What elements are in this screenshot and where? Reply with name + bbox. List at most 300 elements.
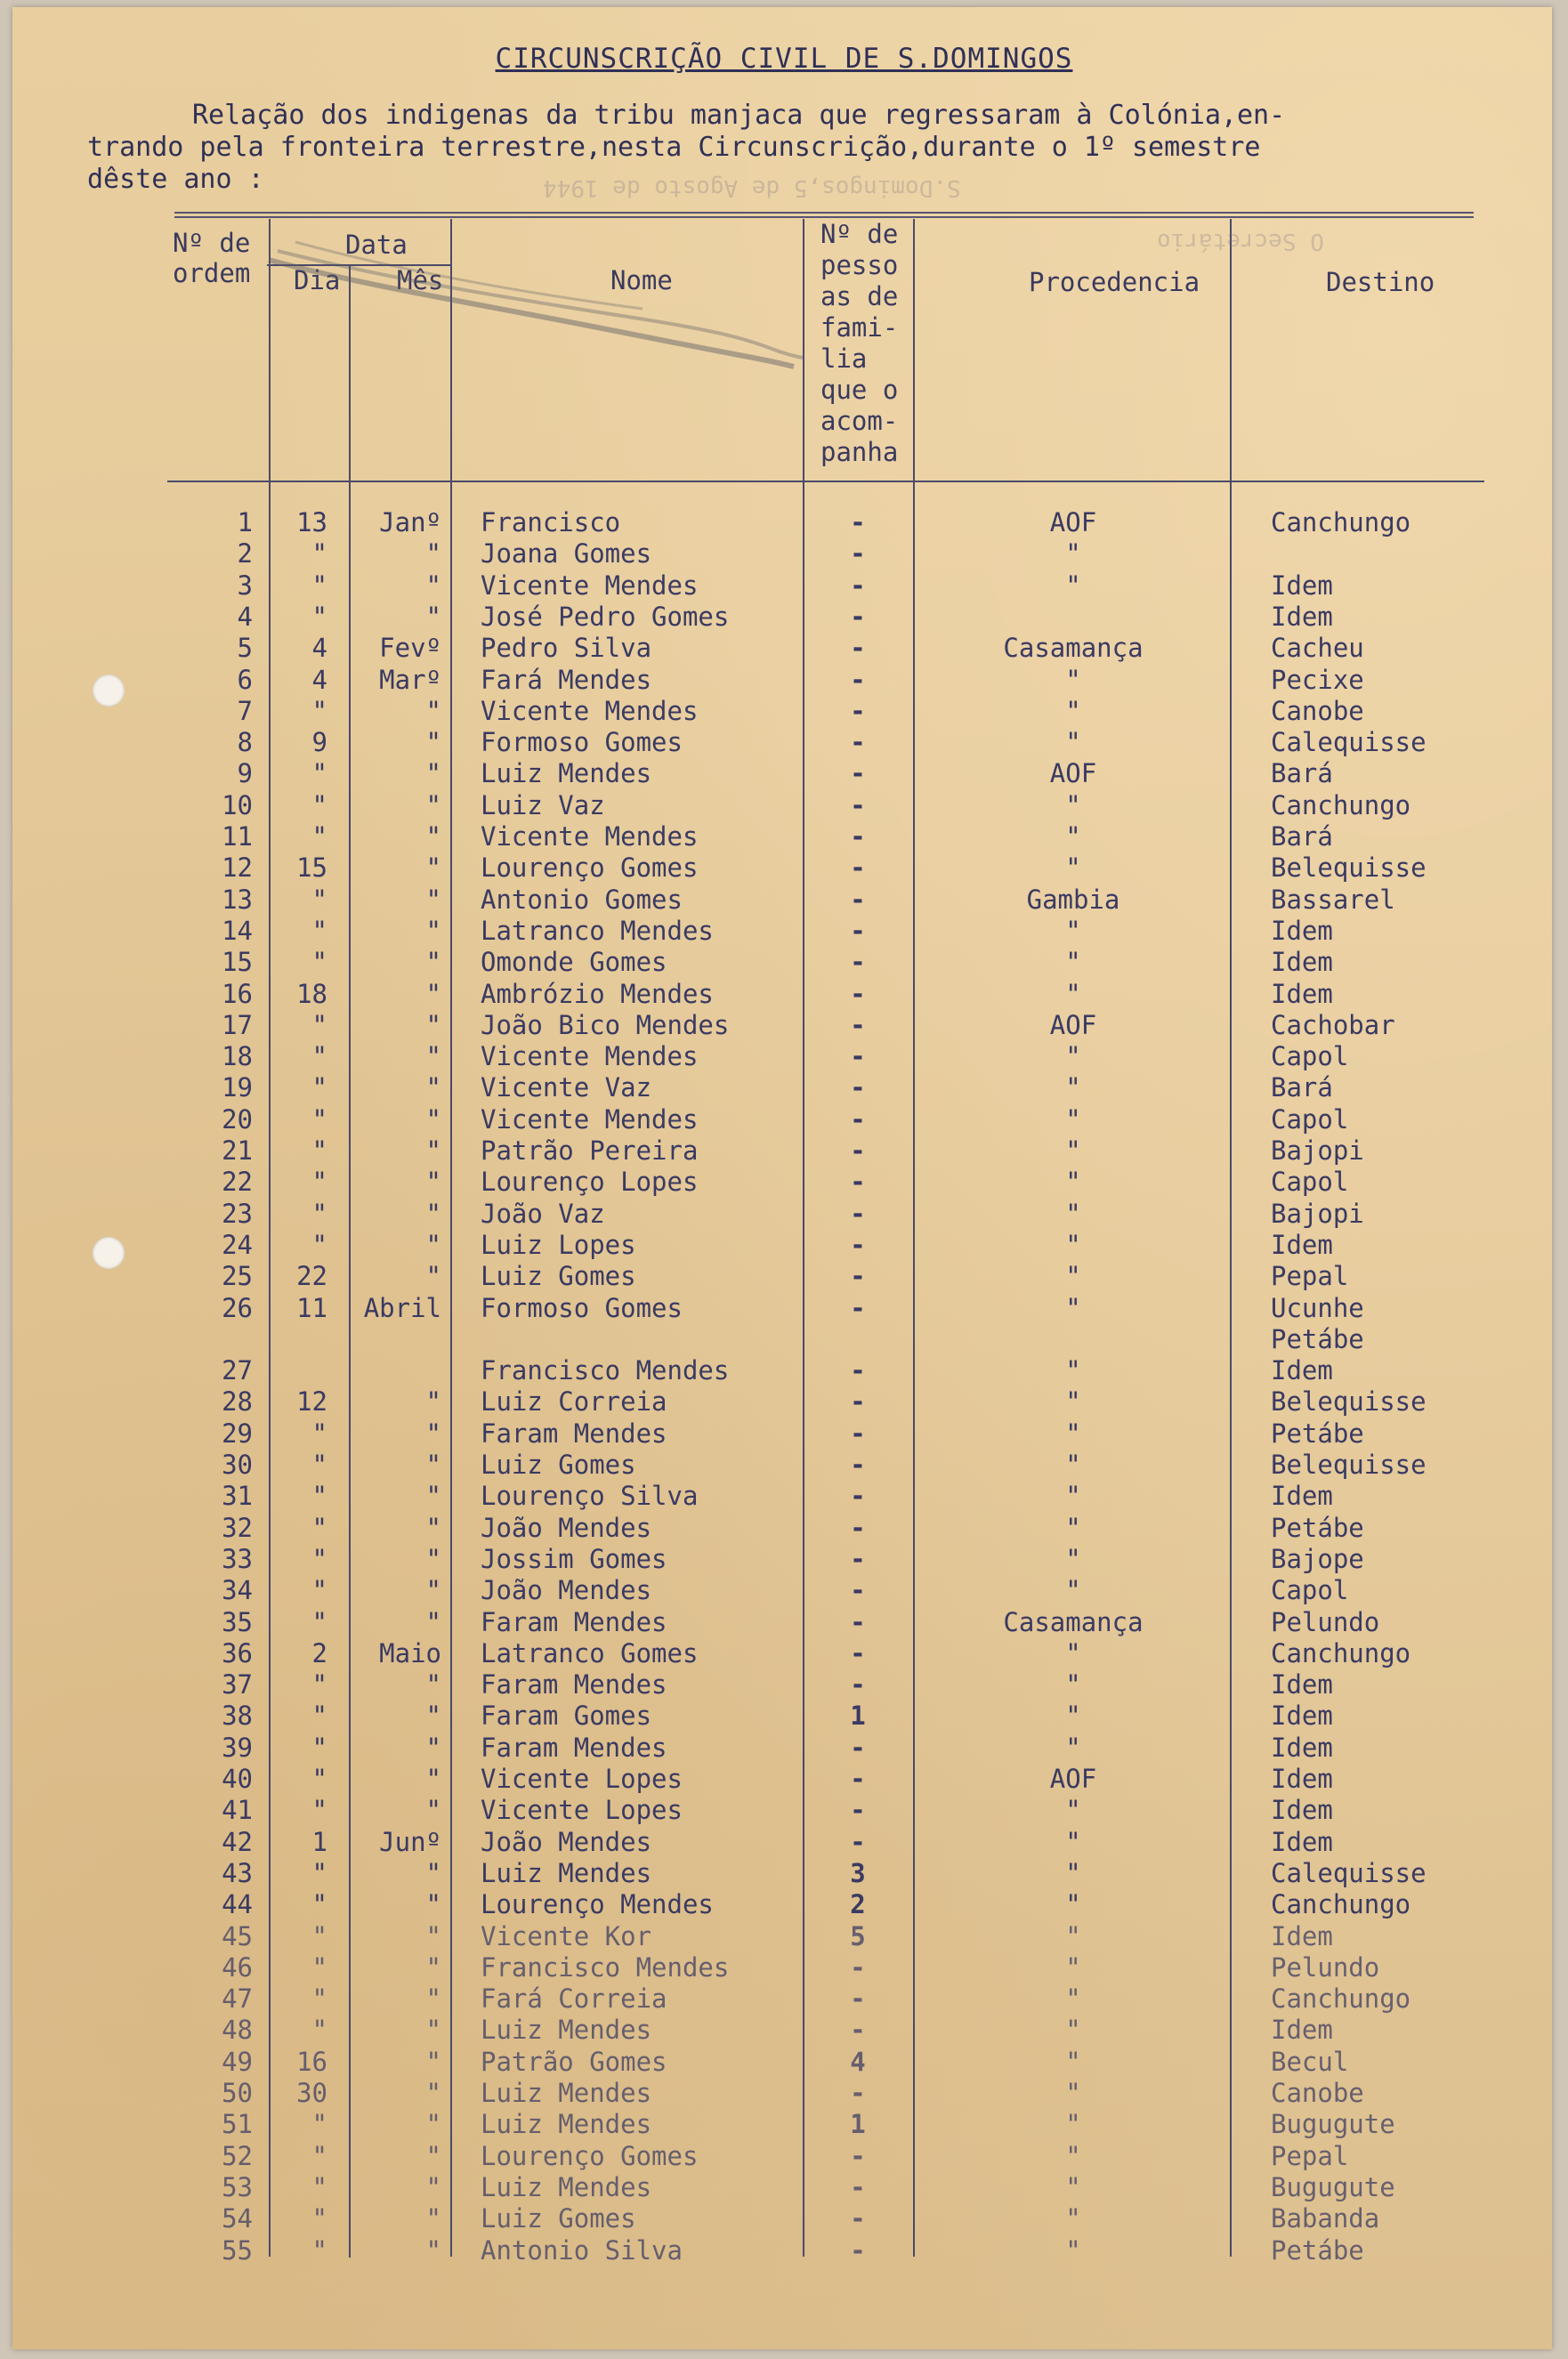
cell-ordem: 45: [222, 1920, 253, 1951]
cell-pessoas: -: [850, 1764, 866, 1794]
cell-procedencia: ": [1065, 1135, 1081, 1166]
cell-ordem: 42: [222, 1826, 253, 1857]
cell-ordem: 6: [237, 664, 253, 695]
cell-dia: ": [311, 2203, 327, 2234]
cell-destino: Cacheu: [1271, 633, 1364, 664]
cell-dia: 1: [311, 1826, 327, 1857]
cell-destino: Canobe: [1271, 695, 1364, 726]
cell-procedencia: AOF: [1049, 1764, 1097, 1794]
cell-mes: ": [425, 978, 441, 1009]
cell-pessoas: -: [850, 1606, 866, 1637]
cell-nome: Vicente Lopes: [481, 1764, 683, 1794]
cell-procedencia: ": [1065, 1450, 1081, 1480]
cell-procedencia: ": [1065, 727, 1081, 758]
cell-mes: ": [425, 947, 441, 978]
cell-pessoas: -: [850, 1732, 866, 1763]
cell-procedencia: Casamança: [1003, 1606, 1144, 1637]
cell-destino: Bajope: [1271, 1543, 1364, 1574]
cell-dia: ": [311, 1764, 327, 1794]
cell-nome: Patrão Pereira: [481, 1135, 699, 1166]
cell-nome: Lourenço Mendes: [481, 1889, 714, 1920]
cell-destino: Bará: [1271, 821, 1333, 852]
bleed-through-mark: S.Domingos,5 de Agosto de 1944: [543, 174, 961, 201]
cell-pessoas: -: [850, 1386, 866, 1418]
cell-pessoas: -: [850, 507, 866, 537]
cell-mes: ": [425, 1009, 441, 1040]
cell-pessoas: -: [850, 2203, 866, 2234]
cell-pessoas: -: [850, 664, 866, 695]
cell-procedencia: ": [1065, 1543, 1081, 1574]
cell-pessoas: -: [850, 1418, 866, 1449]
cell-destino: Calequisse: [1271, 727, 1427, 758]
cell-ordem: 44: [222, 1889, 253, 1920]
cell-ordem: 47: [222, 1983, 253, 2015]
cell-destino: Bará: [1271, 1072, 1333, 1103]
cell-mes: ": [425, 1606, 441, 1637]
cell-dia: ": [311, 821, 327, 852]
cell-ordem: 51: [222, 2109, 253, 2140]
cell-dia: 4: [311, 664, 327, 695]
cell-nome: João Mendes: [481, 1826, 652, 1857]
cell-ordem: 19: [222, 1072, 253, 1103]
cell-procedencia: ": [1065, 1795, 1081, 1826]
cell-pessoas: -: [850, 1481, 866, 1512]
cell-mes: ": [425, 2171, 441, 2202]
cell-destino: Belequisse: [1271, 852, 1427, 884]
cell-ordem: 43: [222, 1857, 253, 1888]
cell-nome: João Bico Mendes: [481, 1009, 730, 1040]
cell-nome: Luiz Mendes: [481, 758, 652, 789]
cell-destino: Idem: [1271, 570, 1333, 601]
header-num-ordem: [173, 228, 250, 288]
cell-ordem: 34: [222, 1575, 253, 1606]
cell-pessoas: -: [850, 633, 866, 664]
cell-nome: Jossim Gomes: [481, 1543, 667, 1574]
cell-dia: ": [311, 1606, 327, 1637]
cell-ordem: 54: [222, 2203, 253, 2234]
cell-mes: ": [425, 1920, 441, 1951]
cell-ordem: 52: [222, 2140, 253, 2171]
cell-dia: ": [311, 1732, 327, 1763]
cell-procedencia: ": [1065, 1951, 1081, 1983]
cell-dia: 12: [296, 1386, 327, 1418]
cell-pessoas: -: [850, 2140, 866, 2171]
cell-dia: ": [311, 2015, 327, 2046]
intro-line: Relação dos indigenas da tribu manjaca que regressaram à Colónia,en-: [192, 100, 1286, 131]
cell-destino: Canobe: [1271, 2078, 1364, 2108]
cell-ordem: 55: [222, 2234, 253, 2266]
cell-destino: Idem: [1271, 1732, 1333, 1763]
cell-procedencia: AOF: [1049, 507, 1097, 537]
cell-dia: 18: [296, 978, 327, 1009]
cell-nome: Vicente Vaz: [481, 1072, 652, 1103]
cell-procedencia: ": [1065, 1637, 1081, 1668]
cell-nome: Vicente Mendes: [481, 821, 699, 852]
cell-pessoas: -: [850, 789, 866, 820]
header-destino: Destino: [1326, 267, 1435, 297]
cell-mes: Janº: [379, 507, 441, 537]
cell-destino: Babanda: [1271, 2203, 1380, 2234]
cell-pessoas: -: [850, 1512, 866, 1543]
cell-mes: ": [425, 1418, 441, 1449]
cell-ordem: 30: [222, 1450, 253, 1480]
cell-destino: Bugugute: [1271, 2171, 1395, 2202]
cell-mes: ": [425, 1229, 441, 1260]
header-data: Data: [345, 230, 408, 260]
cell-nome: Antonio Silva: [481, 2234, 683, 2266]
cell-mes: ": [425, 2046, 441, 2077]
cell-nome: Luiz Vaz: [481, 789, 605, 820]
cell-pessoas: -: [850, 2171, 866, 2202]
cell-pessoas: -: [850, 1543, 866, 1574]
cell-procedencia: ": [1065, 2203, 1081, 2234]
cell-nome: Formoso Gomes: [481, 727, 683, 758]
cell-dia: ": [311, 2234, 327, 2266]
cell-destino: Idem: [1271, 1355, 1333, 1386]
cell-destino: Idem: [1271, 978, 1333, 1009]
cell-ordem: 49: [222, 2046, 253, 2077]
cell-nome: Fará Mendes: [481, 664, 652, 695]
cell-destino: Petábe: [1271, 1323, 1364, 1354]
cell-procedencia: ": [1065, 570, 1081, 601]
cell-mes: ": [425, 884, 441, 915]
cell-procedencia: ": [1065, 1198, 1081, 1229]
cell-pessoas: -: [850, 2234, 866, 2266]
cell-nome: João Mendes: [481, 1575, 652, 1606]
cell-pessoas: -: [850, 1041, 866, 1072]
cell-pessoas: 4: [850, 2046, 866, 2077]
cell-destino: Canchungo: [1271, 1889, 1411, 1920]
cell-nome: Formoso Gomes: [481, 1292, 683, 1323]
cell-destino: Idem: [1271, 915, 1333, 946]
cell-procedencia: ": [1065, 915, 1081, 946]
cell-pessoas: 3: [850, 1857, 866, 1888]
cell-pessoas: -: [850, 1198, 866, 1229]
cell-dia: ": [311, 1857, 327, 1888]
cell-nome: Patrão Gomes: [481, 2046, 667, 2077]
cell-procedencia: ": [1065, 1261, 1081, 1292]
cell-pessoas: -: [850, 1983, 866, 2015]
cell-destino: Bajopi: [1271, 1135, 1364, 1166]
cell-destino: Idem: [1271, 601, 1333, 632]
cell-pessoas: -: [850, 2078, 866, 2108]
cell-pessoas: -: [850, 1637, 866, 1668]
cell-dia: ": [311, 1072, 327, 1103]
cell-ordem: 29: [222, 1418, 253, 1449]
cell-nome: Omonde Gomes: [481, 947, 667, 978]
cell-procedencia: ": [1065, 1701, 1081, 1732]
cell-pessoas: -: [850, 1826, 866, 1857]
cell-nome: Francisco Mendes: [481, 1951, 730, 1983]
cell-pessoas: -: [850, 1072, 866, 1103]
cell-mes: ": [425, 1512, 441, 1543]
col-divider-nome: [803, 219, 804, 2257]
cell-destino: Belequisse: [1271, 1386, 1427, 1418]
cell-destino: Bajopi: [1271, 1198, 1364, 1229]
cell-nome: Francisco: [481, 507, 621, 537]
cell-mes: ": [425, 695, 441, 726]
cell-dia: ": [311, 1041, 327, 1072]
cell-nome: Vicente Mendes: [481, 695, 699, 726]
cell-ordem: 7: [237, 695, 253, 726]
cell-mes: ": [425, 1795, 441, 1826]
cell-pessoas: 2: [850, 1889, 866, 1920]
cell-dia: ": [311, 789, 327, 820]
header-bottom-rule: [167, 481, 1484, 482]
cell-mes: Junº: [379, 1826, 441, 1857]
cell-ordem: 28: [222, 1386, 253, 1418]
cell-ordem: 53: [222, 2171, 253, 2202]
cell-procedencia: ": [1065, 1355, 1081, 1386]
cell-nome: Francisco Mendes: [481, 1355, 730, 1386]
cell-destino: Bará: [1271, 758, 1333, 789]
cell-nome: José Pedro Gomes: [481, 601, 730, 632]
cell-mes: ": [425, 1669, 441, 1701]
cell-destino: Petábe: [1271, 1418, 1364, 1449]
cell-mes: ": [425, 1575, 441, 1606]
cell-pessoas: -: [850, 1292, 866, 1323]
cell-destino: Capol: [1271, 1575, 1349, 1606]
cell-procedencia: ": [1065, 2109, 1081, 2140]
cell-dia: 9: [311, 727, 327, 758]
cell-mes: ": [425, 538, 441, 570]
cell-mes: ": [425, 1481, 441, 1512]
document-title: CIRCUNSCRIÇÃO CIVIL DE S.DOMINGOS: [495, 43, 1073, 75]
cell-ordem: 14: [222, 915, 253, 946]
cell-nome: Latranco Gomes: [481, 1637, 699, 1668]
cell-destino: Idem: [1271, 947, 1333, 978]
cell-dia: ": [311, 1135, 327, 1166]
cell-procedencia: ": [1065, 1167, 1081, 1198]
cell-pessoas: 1: [850, 2109, 866, 2140]
cell-ordem: 13: [222, 884, 253, 915]
cell-ordem: 38: [222, 1701, 253, 1732]
cell-procedencia: ": [1065, 1826, 1081, 1857]
cell-mes: Marº: [379, 664, 441, 695]
cell-pessoas: -: [850, 1229, 866, 1260]
header-pessoas-line: lia: [820, 343, 868, 374]
cell-ordem: 26: [222, 1292, 253, 1323]
cell-pessoas: -: [850, 1795, 866, 1826]
cell-mes: ": [425, 1701, 441, 1732]
cell-pessoas: -: [850, 821, 866, 852]
cell-nome: Vicente Mendes: [481, 1041, 699, 1072]
cell-nome: João Mendes: [481, 1512, 652, 1543]
cell-ordem: 35: [222, 1606, 253, 1637]
cell-procedencia: ": [1065, 1575, 1081, 1606]
cell-ordem: 48: [222, 2015, 253, 2046]
cell-destino: Pelundo: [1271, 1606, 1380, 1637]
cell-mes: ": [425, 1951, 441, 1983]
cell-procedencia: ": [1065, 2046, 1081, 2077]
cell-dia: ": [311, 915, 327, 946]
cell-mes: ": [425, 2140, 441, 2171]
cell-nome: João Vaz: [481, 1198, 605, 1229]
cell-mes: ": [425, 2109, 441, 2140]
cell-dia: ": [311, 1575, 327, 1606]
cell-procedencia: ": [1065, 1041, 1081, 1072]
cell-procedencia: ": [1065, 1481, 1081, 1512]
cell-dia: 11: [296, 1292, 327, 1323]
cell-ordem: 27: [222, 1355, 253, 1386]
cell-ordem: 10: [222, 789, 253, 820]
cell-mes: Maio: [379, 1637, 441, 1668]
cell-ordem: 22: [222, 1167, 253, 1198]
cell-pessoas: -: [850, 1355, 866, 1386]
header-num-ordem-line1: Nº de: [173, 228, 251, 258]
cell-mes: ": [425, 1135, 441, 1166]
cell-destino: Idem: [1271, 1669, 1333, 1701]
cell-ordem: 2: [237, 538, 253, 570]
col-divider-pessoas: [913, 219, 915, 2257]
cell-dia: ": [311, 1889, 327, 1920]
cell-dia: ": [311, 1450, 327, 1480]
cell-nome: Luiz Correia: [481, 1386, 667, 1418]
cell-nome: Faram Gomes: [481, 1701, 652, 1732]
cell-procedencia: ": [1065, 2140, 1081, 2171]
cell-destino: Pelundo: [1271, 1951, 1380, 1983]
cell-destino: Idem: [1271, 1826, 1333, 1857]
header-mes: Mês: [397, 265, 444, 295]
cell-nome: Luiz Gomes: [481, 2203, 636, 2234]
cell-mes: ": [425, 1450, 441, 1480]
cell-destino: Idem: [1271, 1229, 1333, 1260]
cell-procedencia: ": [1065, 2234, 1081, 2266]
cell-pessoas: 5: [850, 1920, 866, 1951]
cell-ordem: 31: [222, 1481, 253, 1512]
cell-ordem: 1: [237, 507, 253, 537]
cell-procedencia: ": [1065, 695, 1081, 726]
cell-mes: ": [425, 2234, 441, 2266]
cell-ordem: 41: [222, 1795, 253, 1826]
pencil-scribble: [260, 233, 812, 376]
cell-procedencia: ": [1065, 1292, 1081, 1323]
cell-destino: Idem: [1271, 1481, 1333, 1512]
cell-dia: ": [311, 1669, 327, 1701]
cell-mes: Fevº: [379, 633, 441, 664]
cell-mes: ": [425, 1261, 441, 1292]
cell-procedencia: ": [1065, 2078, 1081, 2108]
cell-procedencia: ": [1065, 1229, 1081, 1260]
cell-mes: ": [425, 1543, 441, 1574]
cell-procedencia: ": [1065, 2015, 1081, 2046]
cell-procedencia: AOF: [1049, 758, 1097, 789]
header-procedencia: Procedencia: [1029, 267, 1200, 297]
cell-destino: Petábe: [1271, 2234, 1364, 2266]
cell-dia: ": [311, 1198, 327, 1229]
punch-hole: [93, 1237, 125, 1269]
cell-dia: ": [311, 1009, 327, 1040]
cell-pessoas: -: [850, 852, 866, 884]
cell-dia: ": [311, 1512, 327, 1543]
col-divider-dia: [349, 264, 351, 2258]
cell-destino: Idem: [1271, 2015, 1333, 2046]
cell-dia: ": [311, 538, 327, 570]
cell-ordem: 15: [222, 947, 253, 978]
cell-nome: Luiz Mendes: [481, 1857, 652, 1888]
intro-line: trando pela fronteira terrestre,nesta Circunscrição,durante o 1º semestre: [87, 132, 1261, 163]
cell-destino: Petábe: [1271, 1512, 1364, 1543]
cell-mes: ": [425, 1857, 441, 1888]
cell-dia: ": [311, 1951, 327, 1983]
cell-nome: Luiz Gomes: [481, 1261, 636, 1292]
cell-ordem: 9: [237, 758, 253, 789]
cell-ordem: 16: [222, 978, 253, 1009]
cell-destino: Idem: [1271, 1764, 1333, 1794]
cell-ordem: 12: [222, 852, 253, 884]
cell-mes: ": [425, 789, 441, 820]
cell-destino: Idem: [1271, 1701, 1333, 1732]
cell-mes: ": [425, 821, 441, 852]
cell-nome: Lourenço Silva: [481, 1481, 699, 1512]
cell-mes: ": [425, 1386, 441, 1418]
cell-ordem: 32: [222, 1512, 253, 1543]
cell-dia: 16: [296, 2046, 327, 2077]
cell-mes: ": [425, 2078, 441, 2108]
header-pessoas-line: acom-: [820, 406, 899, 436]
cell-ordem: 8: [237, 727, 253, 758]
cell-procedencia: ": [1065, 821, 1081, 852]
cell-procedencia: ": [1065, 978, 1081, 1009]
cell-ordem: 40: [222, 1764, 253, 1794]
col-divider-mes: [450, 219, 452, 2257]
cell-ordem: 24: [222, 1229, 253, 1260]
header-dia: Dia: [294, 265, 341, 295]
cell-destino: Belequisse: [1271, 1450, 1427, 1480]
cell-nome: Luiz Lopes: [481, 1229, 636, 1260]
cell-ordem: 18: [222, 1041, 253, 1072]
cell-pessoas: -: [850, 538, 866, 570]
cell-dia: ": [311, 1229, 327, 1260]
cell-nome: Lourenço Gomes: [481, 852, 699, 884]
cell-dia: 30: [296, 2078, 327, 2108]
cell-pessoas: -: [850, 1575, 866, 1606]
cell-destino: Capol: [1271, 1167, 1349, 1198]
cell-dia: ": [311, 1543, 327, 1574]
cell-destino: Idem: [1271, 1920, 1333, 1951]
cell-dia: ": [311, 601, 327, 632]
cell-mes: ": [425, 1732, 441, 1763]
cell-dia: ": [311, 2140, 327, 2171]
cell-procedencia: ": [1065, 1418, 1081, 1449]
cell-nome: Luiz Mendes: [481, 2171, 652, 2202]
cell-ordem: 3: [237, 570, 253, 601]
cell-procedencia: Casamança: [1003, 633, 1144, 664]
header-pessoas-line: pesso: [820, 250, 899, 280]
cell-dia: ": [311, 1167, 327, 1198]
cell-mes: ": [425, 601, 441, 632]
cell-mes: ": [425, 758, 441, 789]
cell-nome: Luiz Mendes: [481, 2015, 652, 2046]
header-num-ordem-line2: ordem: [173, 258, 251, 288]
cell-destino: Calequisse: [1271, 1857, 1427, 1888]
cell-procedencia: ": [1065, 1103, 1081, 1135]
cell-procedencia: ": [1065, 789, 1081, 820]
cell-nome: Latranco Mendes: [481, 915, 714, 946]
cell-pessoas: -: [850, 1103, 866, 1135]
table-top-rule: [174, 212, 1474, 218]
cell-ordem: 20: [222, 1103, 253, 1135]
cell-dia: ": [311, 1481, 327, 1512]
cell-nome: Fará Correia: [481, 1983, 667, 2015]
cell-nome: Luiz Gomes: [481, 1450, 636, 1480]
cell-ordem: 46: [222, 1951, 253, 1983]
cell-pessoas: -: [850, 1009, 866, 1040]
cell-dia: ": [311, 884, 327, 915]
cell-pessoas: -: [850, 915, 866, 946]
cell-procedencia: ": [1065, 1386, 1081, 1418]
punch-hole: [93, 675, 125, 707]
